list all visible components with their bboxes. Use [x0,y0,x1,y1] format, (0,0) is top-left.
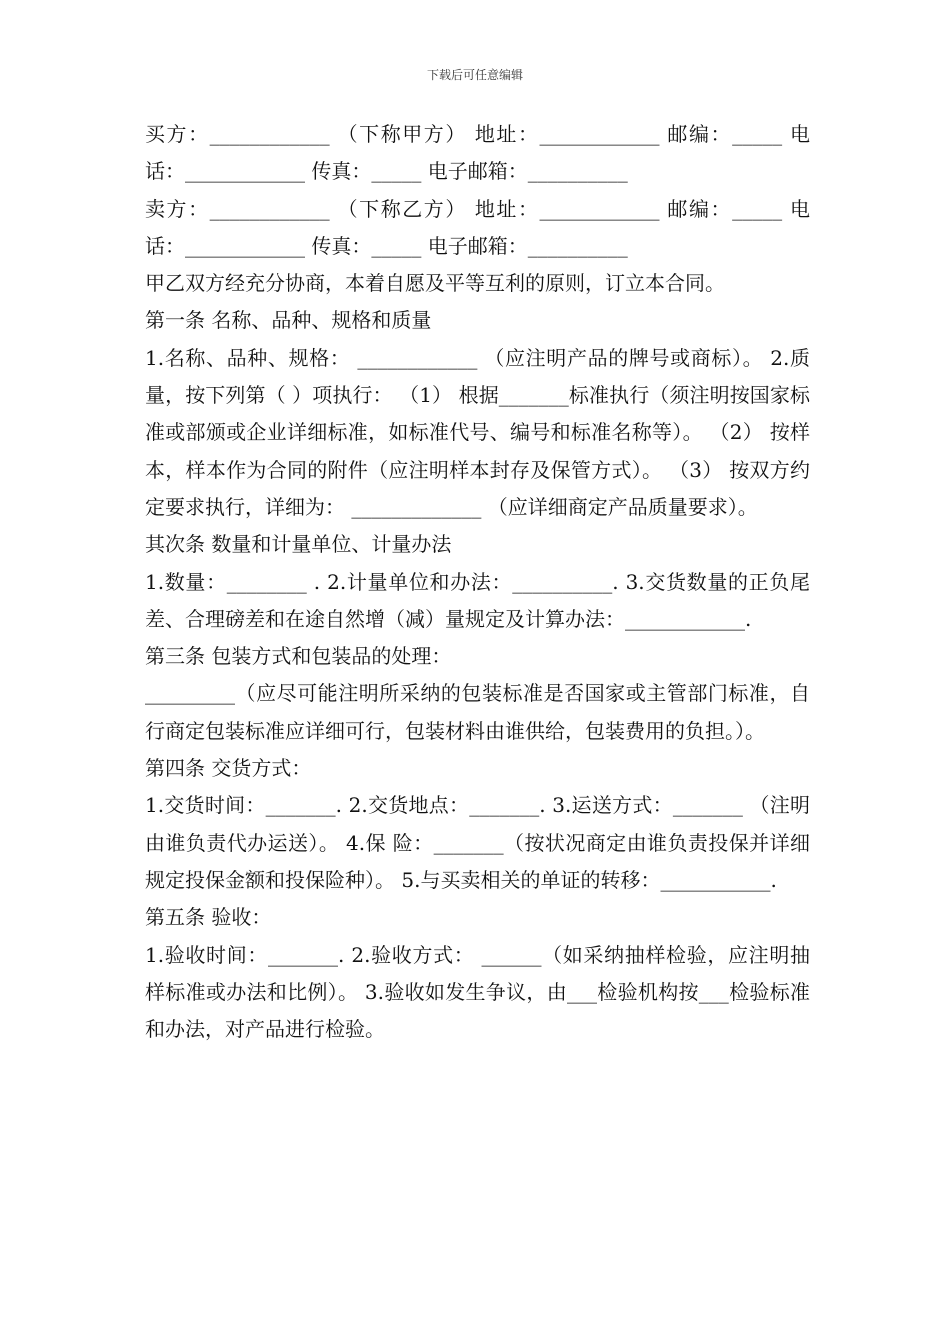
page-header-note: 下载后可任意编辑 [426,68,523,82]
article-3-heading: 第三条 包装方式和包装品的处理： [145,644,452,669]
article-5-body: 1.验收时间：_______. 2.验收方式： ______（如采纳抽样检验，应注明抽样标准或办法和比例）。 3.验收如发生争议，由___检验机构按___检验标准和办法，对产品进行检验。 [145,942,810,1042]
buyer-info: 买方：____________ （下称甲方） 地址：____________ 邮编：_____ 电话：____________ 传真：_____ 电子邮箱：__________ [145,122,810,184]
article-4-body: 1.交货时间：_______. 2.交货地点：_______. 3.运送方式：_______ （注明由谁负责代办运送）。 4.保 险：_______（按状况商定由谁负责投保并详细规定投保金额和投保险种）。 5.与买卖相关的单证的转移：___________. [145,793,810,892]
contract-body [145,116,810,1048]
article-1-body: 1.名称、品种、规格： ____________ （应注明产品的牌号或商标）。 2.质量，按下列第（ ）项执行： （1） 根据_______标准执行（须注明按国家标准或部颁或企业详细标准，如标准代号、编号和标准名称等）。 （2） 按样本，样本作为合同的附件（应注明样本封存及保管方式）。 （3） 按双方约定要求执行，详细为： _____________ （应详细商定产品质量要求）。 [145,345,810,519]
article-5-heading: 第五条 验收： [145,905,272,930]
article-2-body: 1.数量：________ . 2.计量单位和办法：__________. 3.交货数量的正负尾差、合理磅差和在途自然增（减）量规定及计算办法：____________. [145,569,810,631]
preamble: 甲乙双方经充分协商，本着自愿及平等互利的原则，订立本合同。 [145,271,725,296]
article-4-heading: 第四条 交货方式： [145,756,312,781]
article-3-body: _________（应尽可能注明所采纳的包装标准是否国家或主管部门标准，自行商定包装标准应详细可行，包装材料由谁供给，包装费用的负担。）。 [145,681,810,743]
seller-info: 卖方：____________ （下称乙方） 地址：____________ 邮编：_____ 电话：____________ 传真：_____ 电子邮箱：__________ [145,196,810,258]
article-2-heading: 其次条 数量和计量单位、计量办法 [145,532,452,557]
article-1-heading: 第一条 名称、品种、规格和质量 [145,308,432,333]
